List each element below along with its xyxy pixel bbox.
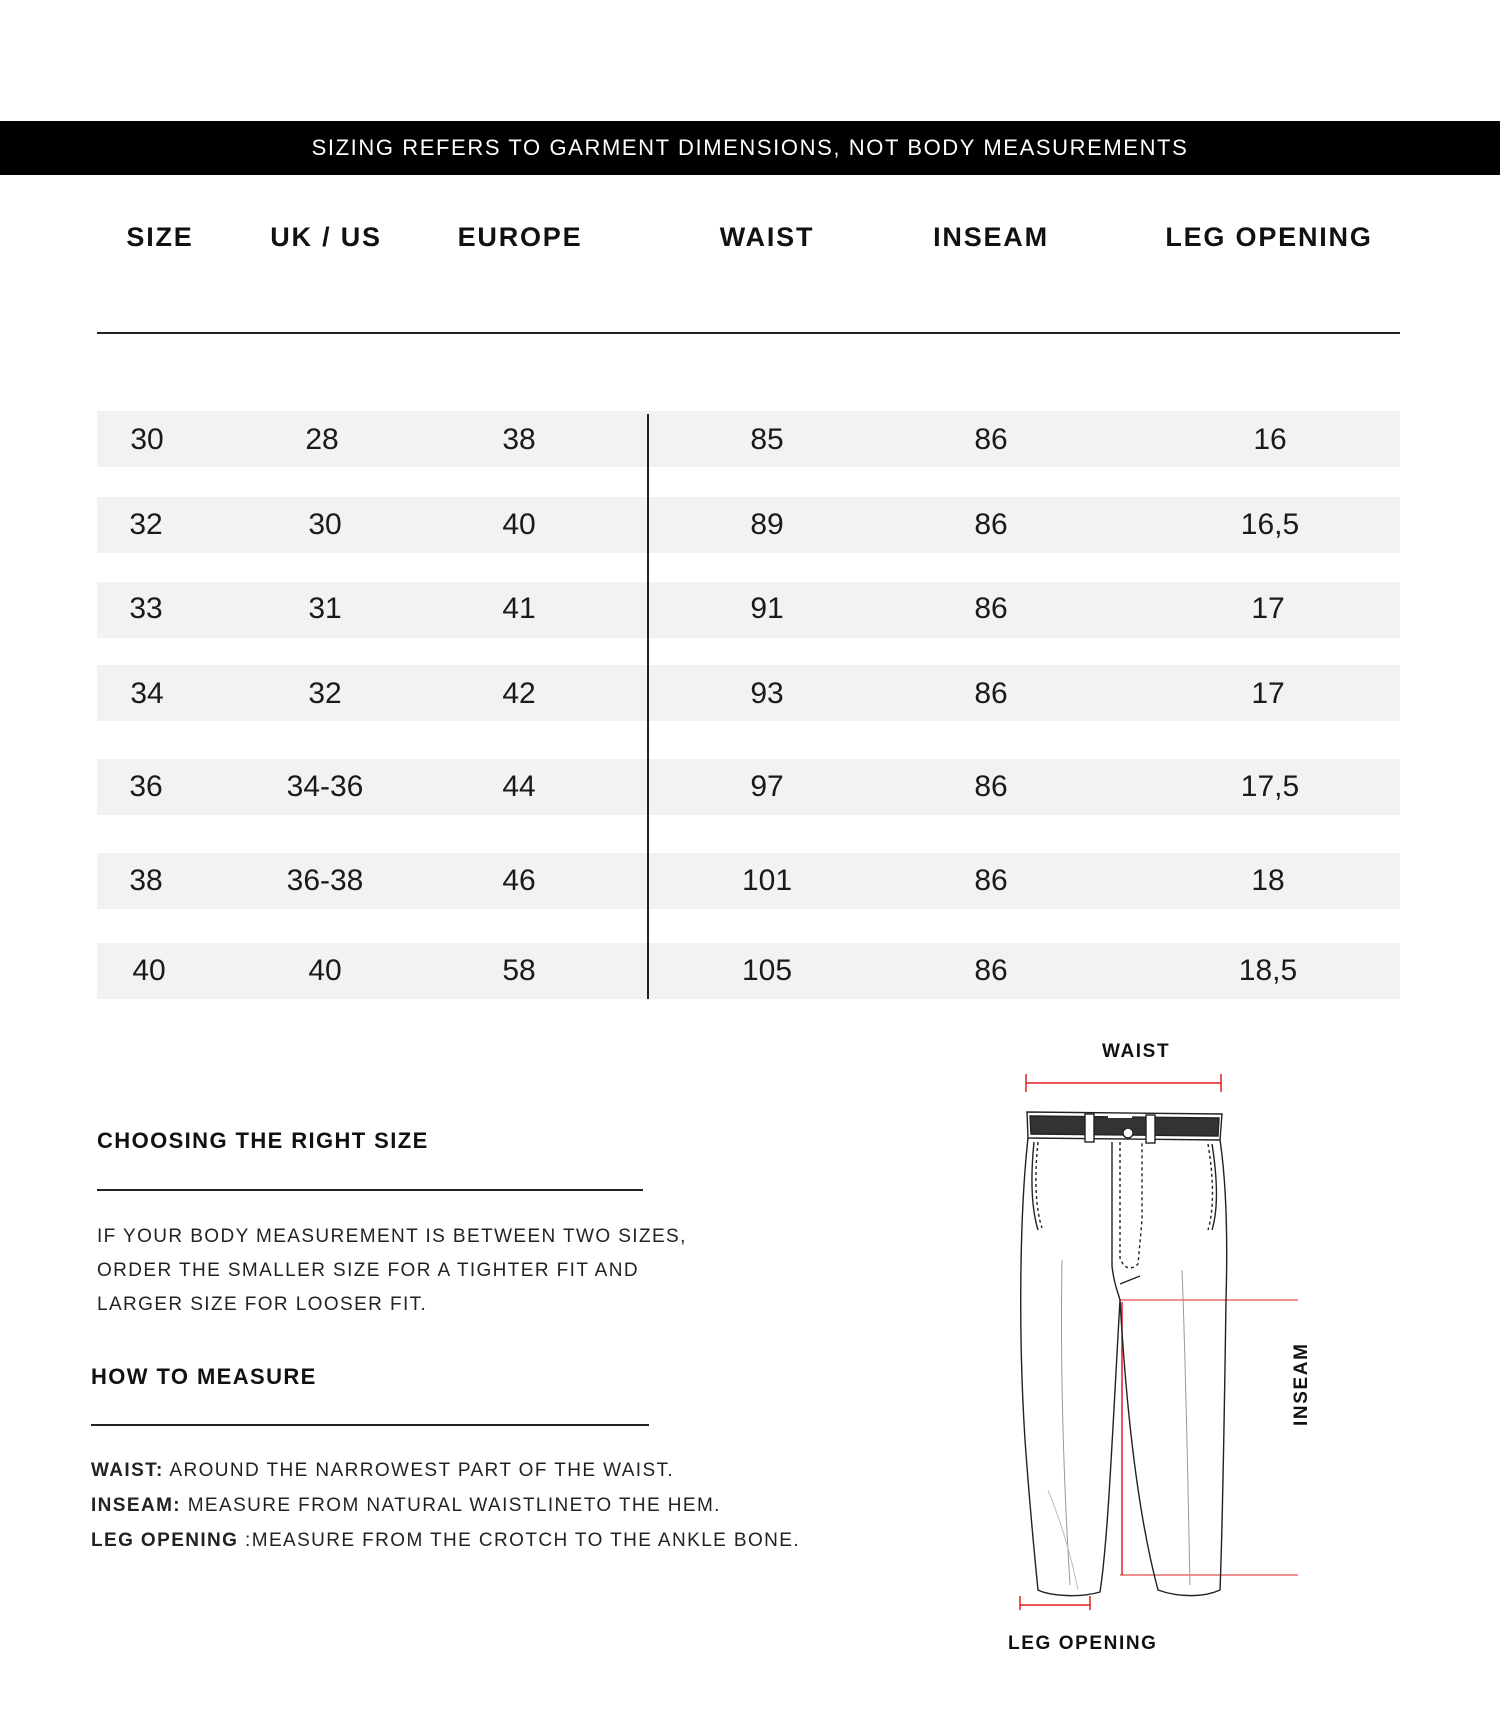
cell-uk-us: 30 [308, 508, 342, 541]
choosing-size-line: IF YOUR BODY MEASUREMENT IS BETWEEN TWO SIZES, [97, 1226, 687, 1247]
measure-waist-line [91, 1460, 674, 1482]
measure-inseam-line [91, 1495, 721, 1517]
table-column-divider [647, 414, 649, 999]
cell-leg-opening: 16,5 [1240, 508, 1300, 541]
cell-inseam: 86 [974, 592, 1008, 625]
cell-inseam: 86 [974, 508, 1008, 541]
cell-inseam: 86 [974, 423, 1008, 456]
how-to-measure-divider [91, 1424, 649, 1426]
cell-uk-us: 40 [308, 954, 342, 987]
measure-inseam-label: INSEAM: [91, 1495, 182, 1516]
cell-waist: 89 [750, 508, 784, 541]
cell-uk-us: 32 [308, 677, 342, 710]
measure-inseam-text: MEASURE FROM NATURAL WAISTLINETO THE HEM. [181, 1495, 721, 1516]
choosing-size-divider [97, 1189, 643, 1191]
cell-waist: 85 [750, 423, 784, 456]
cell-waist: 97 [750, 770, 784, 803]
cell-europe: 46 [502, 864, 536, 897]
cell-leg-opening: 17 [1251, 592, 1285, 625]
cell-inseam: 86 [974, 770, 1008, 803]
cell-leg-opening: 18,5 [1238, 954, 1298, 987]
cell-europe: 40 [502, 508, 536, 541]
sizing-notice-banner [0, 121, 1500, 175]
measure-leg-line [91, 1530, 800, 1552]
cell-uk-us: 31 [308, 592, 342, 625]
cell-inseam: 86 [974, 954, 1008, 987]
cell-europe: 44 [502, 770, 536, 803]
header-uk-us: UK / US [270, 222, 382, 252]
cell-size: 40 [132, 954, 166, 987]
choosing-size-title: CHOOSING THE RIGHT SIZE [97, 1128, 429, 1153]
trousers-diagram [990, 1070, 1310, 1610]
cell-europe: 38 [502, 423, 536, 456]
cell-waist: 105 [741, 954, 793, 987]
cell-europe: 42 [502, 677, 536, 710]
cell-uk-us: 36-38 [286, 864, 364, 897]
cell-waist: 101 [741, 864, 793, 897]
measure-waist-label: WAIST: [91, 1460, 164, 1481]
cell-waist: 91 [750, 592, 784, 625]
cell-size: 36 [129, 770, 163, 803]
header-divider [97, 332, 1400, 334]
choosing-size-line: ORDER THE SMALLER SIZE FOR A TIGHTER FIT AND [97, 1260, 639, 1281]
diagram-leg-opening-label: LEG OPENING [1008, 1633, 1158, 1654]
header-inseam: INSEAM [933, 222, 1049, 252]
cell-size: 33 [129, 592, 163, 625]
cell-inseam: 86 [974, 677, 1008, 710]
header-leg-opening: LEG OPENING [1165, 222, 1373, 252]
measure-waist-text: AROUND THE NARROWEST PART OF THE WAIST. [163, 1460, 675, 1481]
cell-europe: 58 [502, 954, 536, 987]
cell-uk-us: 28 [305, 423, 339, 456]
header-europe: EUROPE [457, 222, 583, 252]
measure-leg-text: :MEASURE FROM THE CROTCH TO THE ANKLE BONE. [238, 1530, 801, 1551]
cell-leg-opening: 17,5 [1240, 770, 1300, 803]
table-row [97, 665, 1400, 721]
table-row [97, 582, 1400, 638]
sizing-notice-text: SIZING REFERS TO GARMENT DIMENSIONS, NOT BODY MEASUREMENTS [311, 135, 1189, 160]
diagram-inseam-label: INSEAM [1291, 1342, 1312, 1426]
header-size: SIZE [126, 222, 194, 252]
cell-size: 30 [130, 423, 164, 456]
cell-waist: 93 [750, 677, 784, 710]
table-row [97, 497, 1400, 553]
cell-europe: 41 [502, 592, 536, 625]
measure-leg-label: LEG OPENING [91, 1530, 239, 1551]
cell-inseam: 86 [974, 864, 1008, 897]
choosing-size-line: LARGER SIZE FOR LOOSER FIT. [97, 1294, 428, 1315]
cell-size: 34 [130, 677, 164, 710]
table-row [97, 411, 1400, 467]
cell-size: 38 [129, 864, 163, 897]
cell-leg-opening: 16 [1253, 423, 1287, 456]
header-waist: WAIST [719, 222, 815, 252]
cell-size: 32 [129, 508, 163, 541]
diagram-waist-label: WAIST [1102, 1041, 1171, 1062]
trousers-outline [1021, 1112, 1227, 1596]
cell-leg-opening: 18 [1251, 864, 1285, 897]
cell-leg-opening: 17 [1251, 677, 1285, 710]
how-to-measure-title: HOW TO MEASURE [91, 1364, 317, 1389]
cell-uk-us: 34-36 [286, 770, 364, 803]
